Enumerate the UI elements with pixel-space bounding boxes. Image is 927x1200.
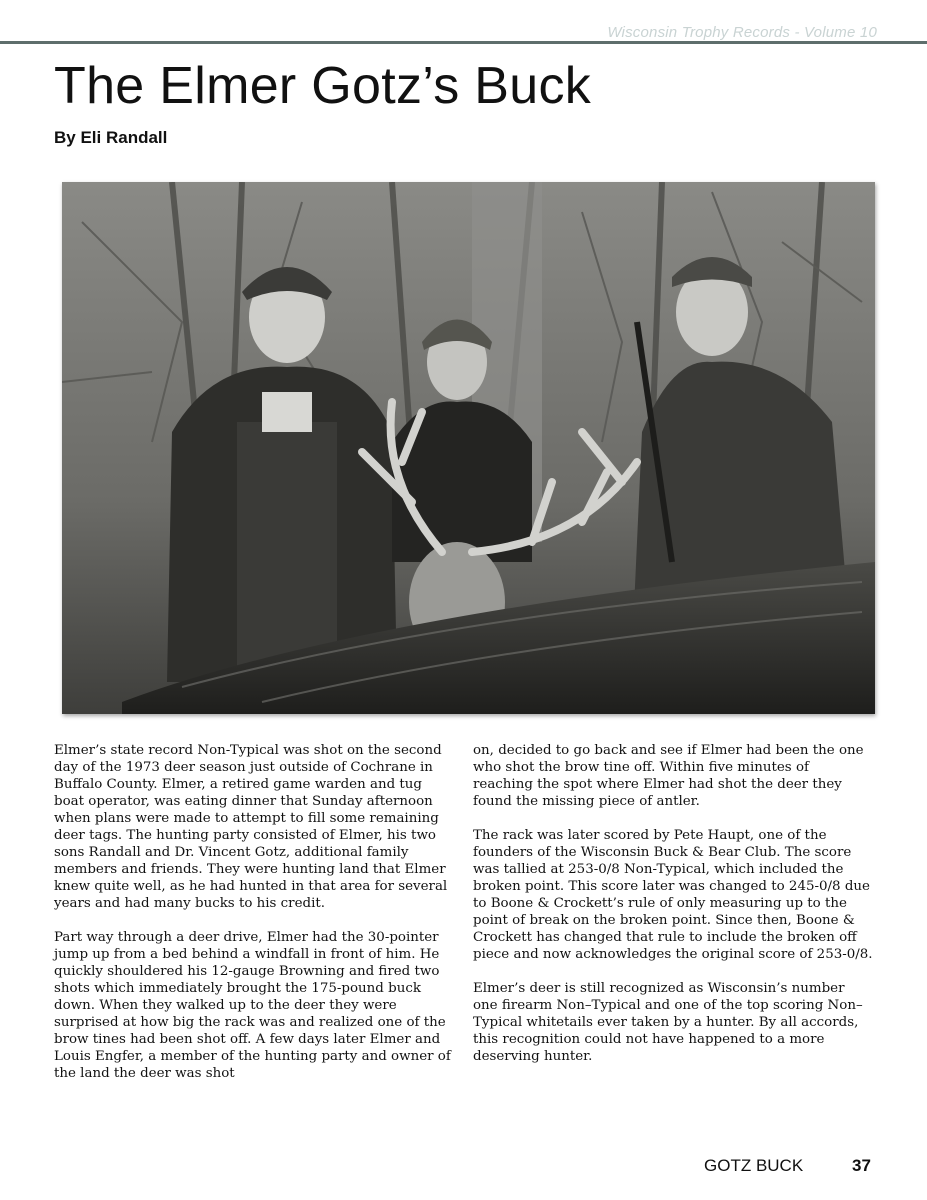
page-number: 37 — [852, 1156, 871, 1175]
footer-section-label: GOTZ BUCK — [704, 1156, 804, 1175]
article-column-right — [473, 742, 873, 1082]
running-header: Wisconsin Trophy Records - Volume 10 — [607, 24, 877, 41]
header-rule — [0, 41, 927, 44]
paragraph: The rack was later scored by Pete Haupt, one of the founders of the Wisconsin Buck & Bear Club. The score was tallied at 253-0/8 Non-Typical, which included the broken point. This score later was changed to 245-0/8 due to Boone & Crockett’s rule of only measuring up to the point of break on the broken point. Since then, Boone & Crockett has changed that rule to include the broken off piece and now acknowledges the original score of 253-0/8. — [473, 828, 873, 962]
photo-illustration — [62, 182, 875, 714]
article-column-left — [54, 742, 451, 1099]
paragraph: Elmer’s deer is still recognized as Wisconsin’s number one firearm Non–Typical and one of the top scoring Non–Typical whitetails ever taken by a hunter. By all accords, this recognition could not have happened to a more deserving hunter. — [473, 981, 863, 1064]
article-title: The Elmer Gotz’s Buck — [54, 57, 592, 115]
paragraph: on, decided to go back and see if Elmer had been the one who shot the brow tine off. Within five minutes of reaching the spot where Elmer had shot the deer they found the missing piece of antler. — [473, 743, 864, 809]
article-byline: By Eli Randall — [54, 128, 168, 147]
article-photo — [62, 182, 875, 714]
paragraph: Elmer’s state record Non-Typical was shot on the second day of the 1973 deer season just outside of Cochrane in Buffalo County. Elmer, a retired game warden and tug boat operator, was eating dinner that Sunday afternoon when plans were made to attempt to fill some remaining deer tags. The hunting party consisted of Elmer, his two sons Randall and Dr. Vincent Gotz, additional family members and friends. They were hunting land that Elmer knew quite well, as he had hunted in that area for several years and had many bucks to his credit. — [54, 743, 448, 911]
paragraph: Part way through a deer drive, Elmer had the 30-pointer jump up from a bed behind a windfall in front of him. He quickly shouldered his 12-gauge Browning and fired two shots which immediately brought the 175-pound buck down. When they walked up to the deer they were surprised at how big the rack was and realized one of the brow tines had been shot off. A few days later Elmer and Louis Engfer, a member of the hunting party and owner of the land the deer was shot — [54, 930, 451, 1081]
